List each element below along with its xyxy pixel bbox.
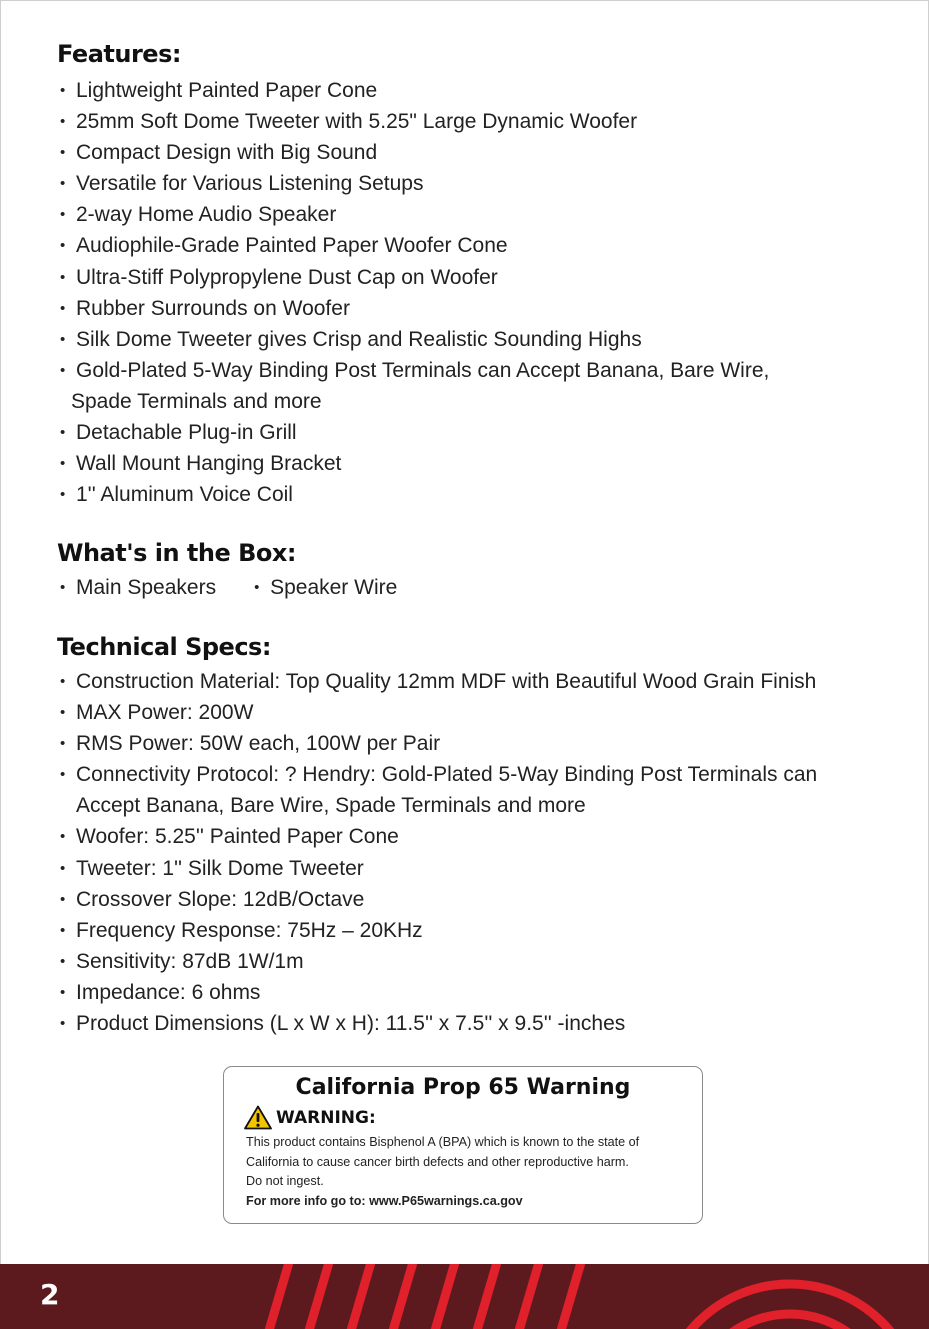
box-list xyxy=(60,572,435,603)
list-item: • Speaker Wire xyxy=(254,572,397,603)
list-item: • Lightweight Painted Paper Cone xyxy=(60,75,769,106)
prop65-warning-box xyxy=(223,1066,703,1224)
list-item: • Tweeter: 1'' Silk Dome Tweeter xyxy=(60,853,817,884)
specs-list xyxy=(60,666,817,1039)
list-item: • 2-way Home Audio Speaker xyxy=(60,199,769,230)
list-item: • Audiophile-Grade Painted Paper Woofer Cone xyxy=(60,230,769,261)
list-item: • Compact Design with Big Sound xyxy=(60,137,769,168)
warning-label-row xyxy=(244,1105,376,1130)
warning-text-line: California to cause cancer birth defects and other reproductive harm. xyxy=(246,1154,629,1169)
specs-heading: Technical Specs: xyxy=(57,633,271,661)
list-item: • Connectivity Protocol: ? Hendry: Gold-Plated 5-Way Binding Post Terminals can xyxy=(60,759,817,790)
list-item: • RMS Power: 50W each, 100W per Pair xyxy=(60,728,817,759)
list-item: • Crossover Slope: 12dB/Octave xyxy=(60,884,817,915)
warning-text-line: Do not ingest. xyxy=(246,1174,324,1188)
page-number: 2 xyxy=(40,1278,60,1311)
list-item: • Ultra-Stiff Polypropylene Dust Cap on Woofer xyxy=(60,262,769,293)
list-item: • Detachable Plug-in Grill xyxy=(60,417,769,448)
list-item: • Versatile for Various Listening Setups xyxy=(60,168,769,199)
list-item: • Woofer: 5.25'' Painted Paper Cone xyxy=(60,821,817,852)
list-item: • Sensitivity: 87dB 1W/1m xyxy=(60,946,817,977)
list-item: • Construction Material: Top Quality 12mm MDF with Beautiful Wood Grain Finish xyxy=(60,666,817,697)
box-heading: What's in the Box: xyxy=(57,539,296,567)
list-item-continuation: Accept Banana, Bare Wire, Spade Terminals and more xyxy=(76,794,586,818)
warning-title: California Prop 65 Warning xyxy=(295,1075,631,1100)
list-item: • Gold-Plated 5-Way Binding Post Terminals can Accept Banana, Bare Wire, xyxy=(60,355,769,386)
list-item-continuation: Spade Terminals and more xyxy=(71,389,322,413)
list-item: • Impedance: 6 ohms xyxy=(60,977,817,1008)
list-item: • 25mm Soft Dome Tweeter with 5.25" Large Dynamic Woofer xyxy=(60,106,769,137)
features-list xyxy=(60,75,769,510)
warning-triangle-icon xyxy=(244,1105,272,1130)
list-item: • Frequency Response: 75Hz – 20KHz xyxy=(60,915,817,946)
list-item: • Main Speakers xyxy=(60,572,216,603)
list-item: • Rubber Surrounds on Woofer xyxy=(60,293,769,324)
warning-info-link[interactable]: For more info go to: www.P65warnings.ca.gov xyxy=(246,1193,523,1208)
warning-text-line: This product contains Bisphenol A (BPA) which is known to the state of xyxy=(246,1135,640,1149)
footer-decoration xyxy=(0,1264,929,1329)
list-item: • 1'' Aluminum Voice Coil xyxy=(60,479,769,510)
warning-body xyxy=(246,1133,691,1211)
warning-label: WARNING: xyxy=(276,1107,376,1128)
list-item: • MAX Power: 200W xyxy=(60,697,817,728)
list-item: • Silk Dome Tweeter gives Crisp and Realistic Sounding Highs xyxy=(60,324,769,355)
page-footer xyxy=(0,1264,929,1329)
features-heading: Features: xyxy=(57,40,181,68)
list-item: • Wall Mount Hanging Bracket xyxy=(60,448,769,479)
list-item: • Product Dimensions (L x W x H): 11.5'' x 7.5'' x 9.5'' -inches xyxy=(60,1008,817,1039)
